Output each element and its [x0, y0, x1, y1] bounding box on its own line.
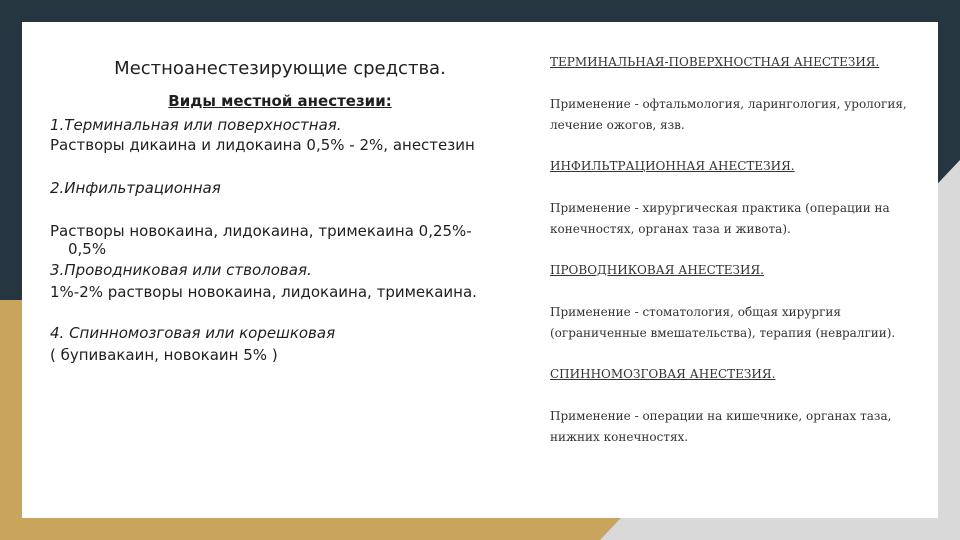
text-terminal: Применение - офтальмология, ларингология, урология, лечение ожогов, язв. — [550, 97, 907, 132]
heading-infiltration: ИНФИЛЬТРАЦИОННАЯ АНЕСТЕЗИЯ. — [550, 159, 795, 173]
item-infiltration: 2.Инфильтрационная — [50, 179, 221, 197]
item-terminal-drugs: Растворы дикаина и лидокаина 0,5% - 2%, анестезин — [50, 136, 475, 154]
heading-conduction: ПРОВОДНИКОВАЯ АНЕСТЕЗИЯ. — [550, 263, 764, 277]
slide-title: Местноанестезирующие средства. — [114, 58, 446, 79]
item-conduction: 3.Проводниковая или стволовая. — [50, 261, 312, 279]
heading-spinal: СПИННОМОЗГОВАЯ АНЕСТЕЗИЯ. — [550, 367, 776, 381]
slide-subtitle: Виды местной анестезии: — [168, 92, 392, 110]
heading-terminal: ТЕРМИНАЛЬНАЯ-ПОВЕРХНОСТНАЯ АНЕСТЕЗИЯ. — [550, 55, 880, 69]
item-conduction-drugs: 1%-2% растворы новокаина, лидокаина, тримекаина. — [50, 283, 477, 301]
item-infiltration-drugs-cont: 0,5% — [68, 240, 107, 258]
item-terminal: 1.Терминальная или поверхностная. — [50, 116, 342, 134]
slide-canvas — [22, 22, 938, 518]
item-spinal-drugs: ( бупивакаин, новокаин 5% ) — [50, 346, 278, 364]
text-infiltration: Применение - хирургическая практика (операции на конечностях, органах таза и живота). — [550, 201, 890, 236]
item-spinal: 4. Спинномозговая или корешковая — [50, 324, 336, 342]
text-spinal: Применение - операции на кишечнике, органах таза, нижних конечностях. — [550, 409, 892, 444]
text-conduction: Применение - стоматология, общая хирургия (ограниченные вмешательства), терапия (невралгии). — [550, 305, 896, 340]
item-infiltration-drugs: Растворы новокаина, лидокаина, тримекаина 0,25%- — [50, 222, 472, 240]
